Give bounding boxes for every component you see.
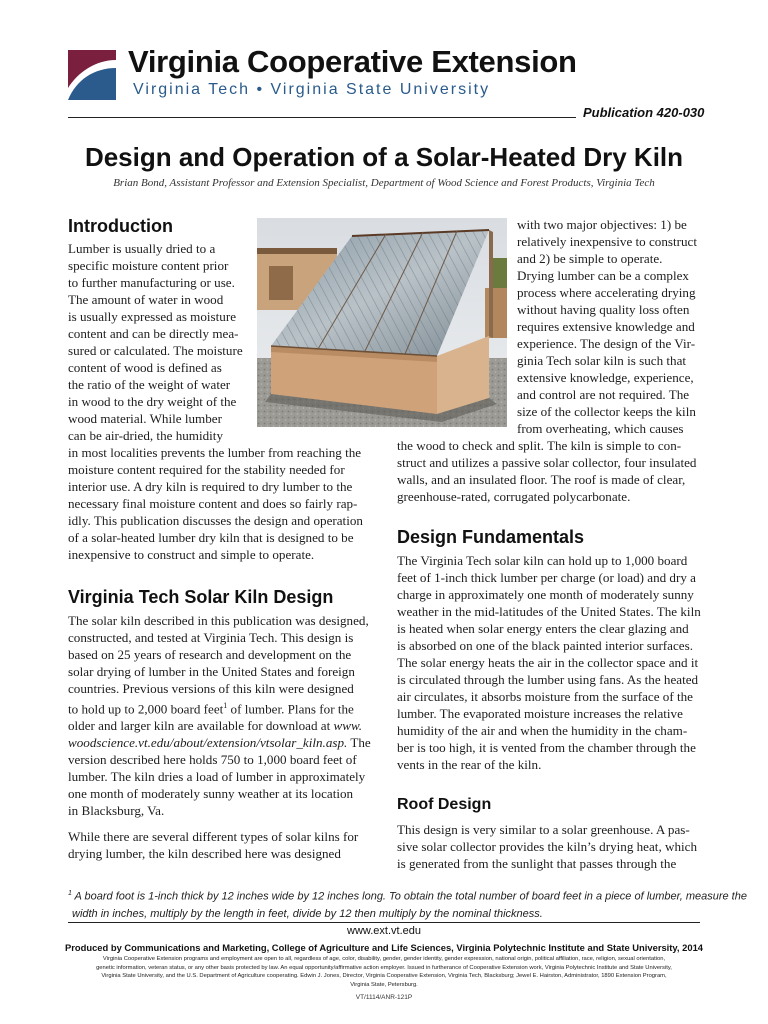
text-line: can be air-dried, the humidity <box>68 428 223 443</box>
text-line: necessary final moisture content and does so fairly rap- <box>68 496 358 511</box>
text-line: The Virginia Tech solar kiln can hold up to 1,000 board <box>397 553 688 568</box>
roof-design-heading: Roof Design <box>397 796 492 813</box>
vce-logo-icon <box>68 50 116 100</box>
text-line: Virginia State, Petersburg. <box>350 981 418 988</box>
text-fragment: to hold up to 2,000 board feet <box>68 701 224 717</box>
text-line: constructed, and tested at Virginia Tech. This design is <box>68 630 354 645</box>
objectives-text-narrow <box>517 216 707 437</box>
text-line <box>68 717 378 734</box>
footnote-line: width in inches, multiply by the length in feet, divide by 12 then multiply by the nominal thickness. <box>72 907 543 920</box>
text-line: requires extensive knowledge and <box>517 319 695 334</box>
text-line: struct and utilizes a passive solar collector, four insulated <box>397 455 697 470</box>
text-line: charge in approximately one month of moderately sunny <box>397 587 694 602</box>
text-line: vents in the rear of the kiln. <box>397 757 542 772</box>
text-line: Virginia Cooperative Extension programs and employment are open to all, regardless of age, color, disability, gender, gender identity, gender expression, national origin, political affiliation, race, religion, sexual orientation, <box>102 956 666 962</box>
footer-code: VT/1114/ANR-121P <box>355 994 413 1001</box>
footer-url[interactable]: www.ext.vt.edu <box>347 925 421 937</box>
vt-design-text-2 <box>68 828 378 862</box>
text-line: walls, and an insulated floor. The roof is made of clear, <box>397 472 686 487</box>
text-line <box>68 734 378 751</box>
org-subtitle: Virginia Tech • Virginia State University <box>133 81 491 98</box>
text-line: weather in the mid-latitudes of the United States. The kiln <box>397 604 701 619</box>
text-line: genetic information, veteran status, or any other basis protected by law. An equal opportunity/affirmative action employer. Issued in furtherance of Cooperative Extension work, Virginia Polytechnic Institute and State University, <box>96 964 672 971</box>
text-line: Virginia State University, and the U.S. Department of Agriculture cooperating. Edwin J. Jones, Director, Virginia Cooperative Extension, Virginia Tech, Blacksburg; Jewel E. Hairston, Administrator, 1890 Extension Program, <box>101 973 667 980</box>
text-line: from overheating, which causes <box>517 421 684 436</box>
text-line: and 2) be simple to operate. <box>517 251 663 266</box>
footnote-ref: 1 <box>223 701 228 710</box>
text-line: is circulated through the lumber using fans. As the heated <box>397 672 699 687</box>
document-title: Design and Operation of a Solar-Heated Dry Kiln <box>84 142 684 172</box>
vt-design-heading: Virginia Tech Solar Kiln Design <box>68 587 334 607</box>
text-line: in most localities prevents the lumber from reaching the <box>68 445 362 460</box>
footer-produced-by: Produced by Communications and Marketing, College of Agriculture and Life Sciences, Virginia Polytechnic Institute and State University, 2014 <box>65 942 703 953</box>
fundamentals-heading: Design Fundamentals <box>397 527 585 547</box>
footnote <box>68 885 747 923</box>
vt-design-text <box>68 612 378 819</box>
text-line: While there are several different types of solar kilns for <box>68 829 359 844</box>
text-line: drying lumber, the kiln described here was designed <box>68 846 341 861</box>
text-line: to further manufacturing or use. <box>68 275 235 290</box>
text-line: and control are not required. The <box>517 387 690 402</box>
text-line: ginia Tech solar kiln is such that <box>517 353 687 368</box>
text-line: is heated when solar energy enters the clear glazing and <box>397 621 689 636</box>
roof-design-text <box>397 821 707 872</box>
text-line: is absorbed on one of the black painted interior surfaces. <box>397 638 693 653</box>
text-line: Drying lumber can be a complex <box>517 268 689 283</box>
text-line: experience. The design of the Vir- <box>517 336 696 351</box>
text-line: the wood to check and split. The kiln is simple to con- <box>397 438 682 453</box>
text-line: the ratio of the weight of water <box>68 377 231 392</box>
text-line: ber is too high, it is vented from the chamber through the <box>397 740 696 755</box>
text-fragment: A board foot is 1-inch thick by 12 inches wide by 12 inches long. To obtain the total number of board feet in a piece of lumber, measure the <box>71 890 747 903</box>
footnote-mark: 1 <box>68 890 72 897</box>
objectives-text-wide <box>397 437 707 505</box>
text-fragment: of lumber. Plans for the <box>227 701 354 717</box>
text-line: of a solar-heated lumber dry kiln that is designed to be <box>68 530 354 545</box>
text-line: moisture content required for the stability needed for <box>68 462 345 477</box>
text-line: interior use. A dry kiln is required to dry lumber to the <box>68 479 353 494</box>
text-line: with two major objectives: 1) be <box>517 217 687 232</box>
text-line: The solar energy heats the air in the collector space and it <box>397 655 699 670</box>
author-line: Brian Bond, Assistant Professor and Extension Specialist, Department of Wood Science and Forest Products, Virginia Tech <box>113 177 655 189</box>
solar-kiln-photo <box>257 218 507 427</box>
text-line: sive solar collector provides the kiln’s drying heat, which <box>397 839 697 854</box>
text-line: feet of 1-inch thick lumber per charge (or load) and dry a <box>397 570 696 585</box>
text-line: solar drying of lumber in the United States and foreign <box>68 664 355 679</box>
text-line: is usually expressed as moisture <box>68 309 237 324</box>
text-line: This design is very similar to a solar greenhouse. A pas- <box>397 822 690 837</box>
text-line: is generated from the sunlight that passes through the <box>397 856 677 871</box>
text-line: in wood to the dry weight of the <box>68 394 237 409</box>
publication-number: Publication 420-030 <box>583 105 705 120</box>
text-line: in Blacksburg, Va. <box>68 803 165 819</box>
text-line: lumber. The kiln dries a load of lumber in approximately <box>68 769 366 785</box>
download-url-start[interactable]: www. <box>333 718 363 734</box>
text-line: without having quality loss often <box>517 302 690 317</box>
text-line: size of the collector keeps the kiln <box>517 404 696 419</box>
text-line: based on 25 years of research and development on the <box>68 647 352 662</box>
header-rule <box>68 117 576 118</box>
text-line: greenhouse-rated, corrugated polycarbonate. <box>397 489 631 504</box>
fundamentals-text <box>397 552 707 773</box>
text-line: countries. Previous versions of this kiln were designed <box>68 681 354 696</box>
text-line: humidity of the air and when the humidity in the cham- <box>397 723 688 738</box>
text-line: sured or calculated. The moisture <box>68 343 243 358</box>
text-line: one month of moderately sunny weather at its location <box>68 786 354 802</box>
text-line: The solar kiln described in this publication was designed, <box>68 613 369 628</box>
text-line <box>68 697 378 717</box>
footer-rule <box>68 922 700 923</box>
text-line: process where accelerating drying <box>517 285 696 300</box>
introduction-heading: Introduction <box>68 216 173 236</box>
footnote-line <box>68 885 747 906</box>
text-line: idly. This publication discusses the design and operation <box>68 513 363 528</box>
text-line: content of wood is defined as <box>68 360 222 375</box>
org-name: Virginia Cooperative Extension <box>128 44 577 79</box>
text-line: extensive knowledge, experience, <box>517 370 694 385</box>
text-line: relatively inexpensive to construct <box>517 234 697 249</box>
text-line: lumber. The evaporated moisture increases the relative <box>397 706 683 721</box>
text-line: version described here holds 750 to 1,000 board feet of <box>68 752 357 768</box>
footer-eeo-statement <box>60 955 708 989</box>
text-line: inexpensive to construct and simple to operate. <box>68 547 315 562</box>
text-line: air circulates, it absorbs moisture from the surface of the <box>397 689 693 704</box>
text-line: Lumber is usually dried to a <box>68 241 216 256</box>
text-line: specific moisture content prior <box>68 258 229 273</box>
text-line: content and can be directly mea- <box>68 326 239 341</box>
download-url[interactable]: woodscience.vt.edu/about/extension/vtsolar_kiln.asp. <box>68 735 348 751</box>
text-fragment: The <box>347 735 371 751</box>
text-line: The amount of water in wood <box>68 292 224 307</box>
text-line: wood material. While lumber <box>68 411 222 426</box>
text-fragment: older and larger kiln are available for download at <box>68 718 331 734</box>
